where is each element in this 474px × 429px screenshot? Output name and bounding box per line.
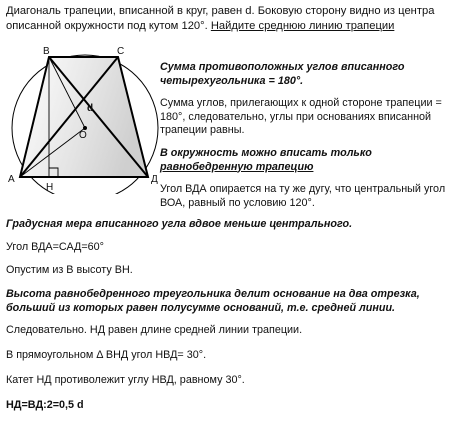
trapezoid-figure [0, 44, 160, 194]
answer: НД=ВД:2=0,5 d [6, 399, 84, 411]
label-o: O [79, 130, 87, 141]
problem-statement [6, 4, 468, 34]
label-d: Д [151, 174, 158, 185]
problem-task: Найдите среднюю линию трапеции [210, 20, 395, 32]
label-h: H [46, 182, 54, 193]
label-c: C [117, 46, 125, 57]
line-height: Опустим из В высоту ВН. [6, 264, 133, 276]
label-diag: d [87, 103, 94, 114]
line-angles: Угол ВДА=САД=60° [6, 241, 104, 253]
line-hd-midline: Следовательно. НД равен длине средней линии трапеции. [6, 324, 303, 336]
fact-isosceles-prefix: В окружность можно вписать только [160, 147, 372, 159]
label-a: A [8, 174, 15, 185]
fact-inscribed-angle: Градусная мера вписанного угла вдвое меньше центрального. [6, 218, 353, 230]
fact-isosceles-link: равнобедренную трапецию [160, 160, 314, 173]
line-cathetus: Катет НД противолежит углу НВД, равному 30°. [6, 374, 245, 386]
label-b: B [43, 46, 50, 57]
fact-opposite-angles: Сумма противоположных углов вписанного четырехугольника = 180°. [160, 61, 405, 87]
problem-text: Диагональ трапеции, вписанной в круг, равен d. Боковую сторону видно из центра описанной окружности под кутом 120°. [6, 5, 435, 32]
fact-height-split: Высота равнобедренного треугольника делит основание на два отрезка, больший из которых равен полусумме оснований, т.е. средней линии. [6, 288, 420, 314]
line-triangle-angle: В прямоугольном Δ ВНД угол НВД= 30°. [6, 349, 207, 361]
fact-isosceles [160, 147, 465, 174]
para-adjacent-angles: Сумма углов, прилегающих к одной стороне трапеции = 180°, следовательно, углы при основаниях вписанной трапеции равны. [160, 97, 442, 136]
para-central-angle: Угол ВДА опирается на ту же дугу, что центральный угол ВОА, равный по условию 120°. [160, 183, 446, 209]
